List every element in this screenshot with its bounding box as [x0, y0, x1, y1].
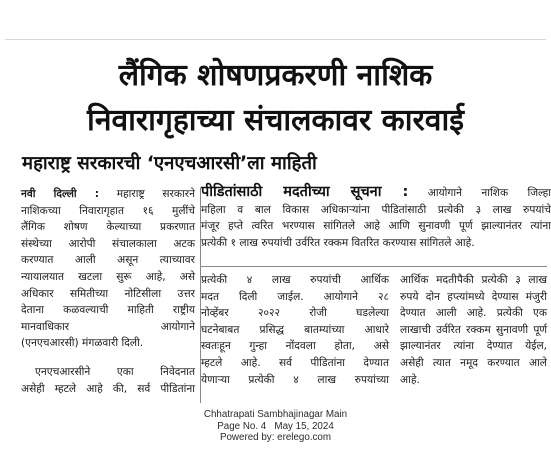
subheadline: महाराष्ट्र सरकारची ‘एनएचआरसी’ला माहिती	[22, 153, 317, 174]
article-line: म्हटले आहे. सर्व पीडितांना देण्यात	[201, 356, 389, 369]
article-line: अधिकार समितीच्या नोटिसीला उत्तर	[21, 287, 195, 300]
help-box-line: मंजूर हप्ते त्वरित भरण्यास सांगितले आहे आणि सुनावणी पूर्ण झाल्यानंतर त्यांना	[201, 220, 551, 233]
article-line: मानवाधिकार आयोगाने	[21, 320, 195, 333]
article-line: झाल्यानंतर त्यांना देण्यात येईल,	[400, 340, 547, 353]
article-column-2	[201, 272, 389, 388]
article-line: रुपये दोन हप्त्यांमध्ये देण्यास मंजुरी	[400, 290, 547, 303]
article-line: (एनएचआरसी) मंगळवारी दिली.	[21, 337, 144, 350]
article-line: मदत दिली जाईल. आयोगाने २८	[201, 290, 389, 303]
help-box-title: पीडितांसाठी मदतीच्या सूचना :	[201, 184, 409, 200]
article-line: येणाऱ्या प्रत्येकी ४ लाख रुपयांच्या	[201, 373, 389, 386]
article-line: देताना कळवल्याची माहिती राष्ट्रीय	[21, 304, 195, 317]
edition-name: Chhatrapati Sambhajinagar Main	[203, 409, 348, 420]
help-box-first-text: आयोगाने नाशिक जिल्हा	[427, 187, 551, 199]
help-box-line: महिला व बाल विकास अधिकाऱ्यांना पीडितांसाठी प्रत्येकी ३ लाख रुपयांचे	[201, 203, 551, 216]
article-line: आर्थिक मदतीपैकी प्रत्येकी ३ लाख	[400, 274, 547, 286]
page-footer	[0, 409, 551, 444]
article-line: स्वतःहून गुन्हा नोंदवला होता, असे	[201, 340, 389, 353]
powered-by: Powered by: erelego.com	[219, 432, 332, 443]
article-line: संस्थेच्या आरोपी संचालकाला अटक	[21, 237, 195, 250]
article-line: प्रत्येकी ४ लाख रुपयांची आर्थिक	[201, 274, 389, 286]
article-column-1	[21, 186, 195, 352]
article-line: असेही त्यात नमूद करण्यात आले	[400, 356, 547, 369]
article-column-1-paragraph-2	[21, 364, 195, 397]
masthead-divider	[5, 39, 546, 40]
article-line: न्यायालयात खटला सुरू आहे, असे	[21, 270, 195, 283]
article-line: असेही म्हटले आहे की, सर्व पीडितांना	[21, 382, 195, 395]
help-box-intro	[201, 184, 551, 251]
headline-line-1: लैंगिक शोषणप्रकरणी नाशिक	[118, 58, 433, 93]
article-line: लाखाची उर्वरित रक्कम सुनावणी पूर्ण	[400, 323, 547, 336]
article-line: करण्यात आली असून त्याच्यावर	[21, 254, 195, 267]
article-line: आहे.	[400, 373, 420, 386]
article-line: लैंगिक शोषण केल्याच्या प्रकरणात	[21, 221, 195, 234]
article-column-3	[400, 272, 547, 388]
article-line: घटनेबाबत प्रसिद्ध बातम्यांच्या आधारे	[201, 323, 389, 336]
headline-line-2: निवारागृहाच्या संचालकावर कारवाई	[87, 103, 464, 138]
article-line: नाशिकच्या निवारागृहात १६ मुलींचे	[21, 204, 195, 217]
page-and-date: Page No. 4 May 15, 2024	[217, 420, 334, 432]
article-line: देण्यात आली आहे. प्रत्येकी एक	[400, 307, 547, 320]
help-box-title-line	[201, 184, 551, 202]
article-line: नोव्हेंबर २०२२ रोजी घडलेल्या	[201, 307, 389, 320]
article-line	[21, 186, 195, 203]
help-box-divider	[201, 266, 547, 267]
help-box-line: प्रत्येकी १ लाख रुपयांची उर्वरित रक्कम वितरित करण्यास सांगितले आहे.	[201, 236, 475, 249]
article-line: एनएचआरसीने एका निवेदनात	[35, 366, 195, 378]
dateline: नवी दिल्ली :	[21, 188, 99, 200]
article-line-text: महाराष्ट्र सरकारने	[116, 188, 195, 200]
